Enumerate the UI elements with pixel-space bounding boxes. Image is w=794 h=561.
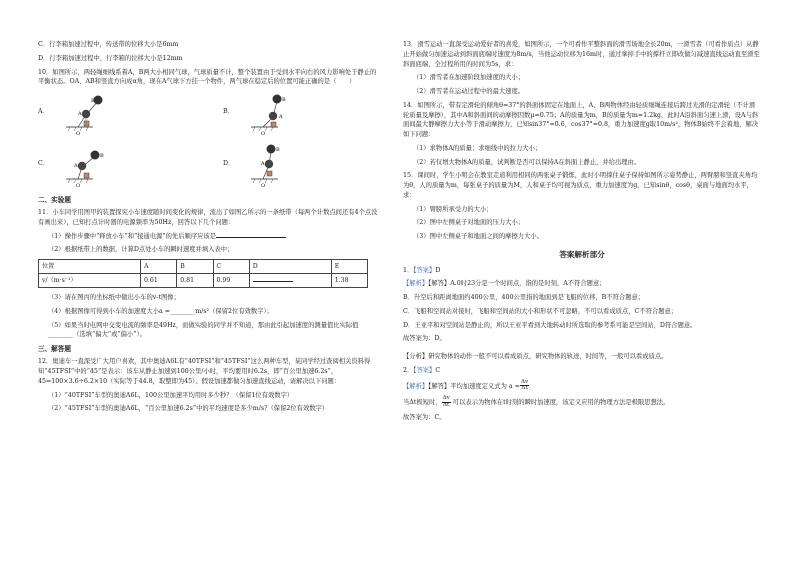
label-o: O [76, 131, 81, 137]
answer-blank [253, 276, 293, 282]
balloon-diagram-b [233, 91, 328, 137]
answer-number: 2． [403, 366, 414, 374]
table-cell: 1.38 [331, 274, 367, 288]
label-b: B [100, 153, 104, 159]
q11-part2: （2）根据纸带上的数据，计算D点处小车的瞬时速度并填入表中； [48, 246, 234, 254]
label-b: B [282, 97, 286, 103]
table-cell: 位置 [39, 260, 141, 274]
label-o: O [76, 183, 81, 189]
analysis-text: 【解答】平均加速度定义式为 [428, 382, 507, 390]
q15-part1: （1）臂膀所承受力的大小； [413, 205, 493, 213]
answer-1-summary: 【分析】研究物体的动作一般不可以看成质点，研究物体的轨迹，时间等，一般可以看成质点。 [403, 353, 668, 361]
q9-option-c: C．行李箱加速过程中，传送带的位移大小是6mm [38, 41, 179, 48]
q14-stem: 14．如图所示，带有定滑轮的倾角θ=37°的斜面体固定在地面上，A、B两物体经由轻质细绳连接后跨过光滑的定滑轮（不计滑轮质量及摩擦），其中A和斜面间的动摩擦因数μ=0.75；A的质量为m，B的质量为m=1.2kg，此时A沿斜面匀速上滑，设A与斜面间最大静摩擦力大小等于滑动摩擦力，已知sin37°=0.6，cos37°=0.8，重力加速度g取10m/s²，物体B始终不会着地，解决如下问题： [403, 101, 759, 138]
table-cell: 0.61 [141, 274, 177, 288]
answer-tag: 【答案】 [413, 266, 436, 274]
answer-number: 1． [403, 266, 414, 274]
option-c-label: C． [38, 160, 50, 167]
q15-part2: （2）图中左侧桌子对地面的压力大小； [413, 219, 525, 227]
q11-stem: 11．小车同学用图甲的装置探究小车速度随时间变化的规律，流出了如图乙所示的一条纸带（每两个计数点间还有4个点没有画出来），已知打点计时器的电源频率为50Hz，回答以下几个问题： [38, 209, 378, 226]
answer-value: D [435, 266, 441, 274]
label-a: A [261, 161, 265, 167]
q10-diagrams [38, 91, 378, 191]
balloon-diagram-a [48, 91, 143, 137]
table-cell: 0.81 [177, 274, 213, 288]
table-cell: C [213, 260, 249, 274]
label-b: B [91, 98, 95, 104]
q10-option-b [223, 91, 333, 137]
table-cell: B [177, 260, 213, 274]
line2-suffix: 可以表示为物体在t时刻的瞬时加速度，该定义应用的物理方法是极限思想法。 [452, 399, 670, 407]
balloon-diagram-d [233, 143, 328, 189]
fraction-numerator: Δv [442, 395, 450, 402]
fraction-denominator: Δt [521, 385, 528, 392]
q10-option-d [223, 143, 333, 189]
label-a: A [279, 114, 283, 120]
q10-option-a [38, 91, 148, 137]
answer-blank [216, 232, 286, 238]
answer-1-analysis [403, 279, 761, 289]
q13-part1: （1）滑雪者在加速阶段加速度的大小； [413, 74, 525, 82]
answer-1-header [403, 266, 761, 276]
answer-2-line2 [403, 396, 761, 409]
q11-part1 [38, 232, 378, 242]
answer-tag: 【答案】 [413, 366, 436, 374]
label-a: A [78, 111, 82, 117]
table-row [39, 274, 368, 288]
balloon-diagram-c [48, 143, 143, 189]
analysis-tag: 【解析】 [403, 382, 429, 390]
label-o: O [261, 131, 266, 137]
analysis-text: 【解答】A.0时23分是一个时间点，指的是时刻，A不符合题意； [428, 280, 606, 288]
q11-part3: （3）请在图丙的坐标纸中做出小车的v-t图像； [48, 294, 180, 302]
q15-part3: （3）图中左侧桌子和地面之间的摩擦力大小。 [413, 233, 543, 240]
q14-part1: （1）求物体A的质量；求细线中的拉力大小； [413, 144, 542, 152]
answer-1-option-b: B．升空后和距离地面约400公里，400公里指的地面到是飞船的位移，B不符合题意； [403, 294, 645, 302]
q11-part5: （5）如果当时电网中交变电流的频率是49Hz，而做实验的同学并不知道，那由此引起加速度的测量值比实际值________（选填“偏大”或“偏小”）。 [48, 321, 359, 339]
table-cell-blank [249, 274, 331, 288]
q15-stem: 15．课间时，学生小明会在教室走道利用相同的两张桌子锻炼，此时小明撑住桌子保持如图所示姿势静止，两臂膀和竖直夹角均为θ，人的质量为m，每张桌子的质量为M，人和桌子均可视为质点，重力加速度为g，已知sinθ，cosθ，桌面与地面均水平，求： [403, 172, 758, 199]
answer-section-title: 答案解析部分 [559, 249, 605, 259]
label-b: B [276, 147, 280, 153]
q12-stem: 12．奥迪车一直深受广大用户喜欢，其中奥迪A6L有“40TFSI”和“45TFSI”这么两种车型，某同学经过查阅相关资料得知“45TFSI”中的“45”是表示：该车从静止加速到100公里/小时，平均要用时6.2s，即“百公里加速6.2s”，45=100×3.6÷6.2×10（实际等于44.8，取整即为45）。假设加速都做匀加速直线运动，请解决以下问题： [38, 358, 371, 385]
fraction-numerator: Δv [520, 378, 529, 385]
q11-part4: （4）根据图像可得到小车的加速度大小a =________m/s²（保留2位有效数字）； [48, 307, 273, 315]
answer-1-option-d: D．王亚平和对空间站是静止的，所以王亚平看到大地转动时所选取的参考系可能是空间站，D符合题意。 [403, 321, 697, 329]
fraction-denominator: Δt [443, 402, 450, 409]
answer-2-header [403, 366, 761, 376]
fraction-dv-dt [520, 380, 529, 393]
section-solve-title: 三、解答题 [38, 345, 71, 354]
section-experiment-title: 二、实验题 [38, 196, 71, 204]
option-a-label: A． [38, 108, 49, 115]
q10-option-c [38, 143, 148, 189]
label-o: O [261, 183, 266, 189]
line2-prefix: 当Δt极短时， [403, 399, 442, 407]
label-a: A [74, 163, 78, 169]
velocity-table [38, 259, 368, 288]
answer-value: C [435, 366, 441, 374]
fraction-dv-dt [442, 396, 451, 409]
table-cell: v/（m·s⁻¹） [39, 274, 141, 288]
answer-1-final: 故答案为：D。 [403, 335, 446, 343]
answer-2-final: 故答案为：C。 [403, 413, 446, 421]
q12-part1: （1）“40TFSI”车型的奥迪A6L，100公里加速平均用时多少秒？（保留1位有效数字） [48, 391, 294, 399]
formula-lhs: a = [508, 382, 520, 390]
q13-part2: （2）滑雪者在运动过程中的最大速度。 [413, 88, 525, 95]
q9-option-d: D．行李箱加速过程中，行李箱的位移大小是12mm [38, 54, 183, 62]
table-cell: D [249, 260, 331, 274]
answer-1-option-c: C．飞船和空间站对接时，飞船和空间站的大小和形状不可忽略，不可以看成质点，C不符合题意； [403, 307, 678, 315]
q12-part2: （2）“45TFSI”车型的奥迪A6L，“百公里加速6.2s”中的平均速度是多少m/s?（保留2位有效数字） [48, 405, 329, 413]
q14-part2: （2）若仅增大物体A的质量，试判断是否可以保持A在斜面上静止，并给出理由。 [413, 158, 641, 166]
left-column [38, 40, 378, 418]
option-d-label: D． [223, 160, 235, 167]
table-cell: 0.99 [213, 274, 249, 288]
table-row [39, 260, 368, 274]
q13-stem: 13．滑雪运动一直深受运动爱好者的喜爱，如图所示，一个可看作平整斜面的滑雪场地全长20m，一滑雪者（可看作质点）从静止开始做匀加速运动到斜面底端时速度为8m/s，当他运动位移为16m时，通过拿掉手中的撑杆立即改做匀减速直线运动直至滑至斜面底端，全过程所用的时间为5s，求： [403, 41, 760, 68]
q10-stem: 10．如图所示，两轻绳细线系着A，B两大小相同气球，气球质量不计，整个装置由于受到水平向右的风力影响处于静止的平衡状态。OA、AB和竖直方向成α角，现在A气球下方挂一个物件，两气球在稳定后的位置可能正确的是（ ） [38, 68, 377, 86]
option-b-label: B． [223, 108, 234, 115]
table-cell: A [141, 260, 177, 274]
analysis-tag: 【解析】 [403, 280, 429, 288]
right-column [403, 40, 761, 427]
q11-part1-text: （1）操作步骤中“释放小车”和“接通电源”的先后顺序应该是 [48, 232, 217, 240]
answer-2-analysis [403, 380, 761, 393]
table-cell: E [331, 260, 367, 274]
